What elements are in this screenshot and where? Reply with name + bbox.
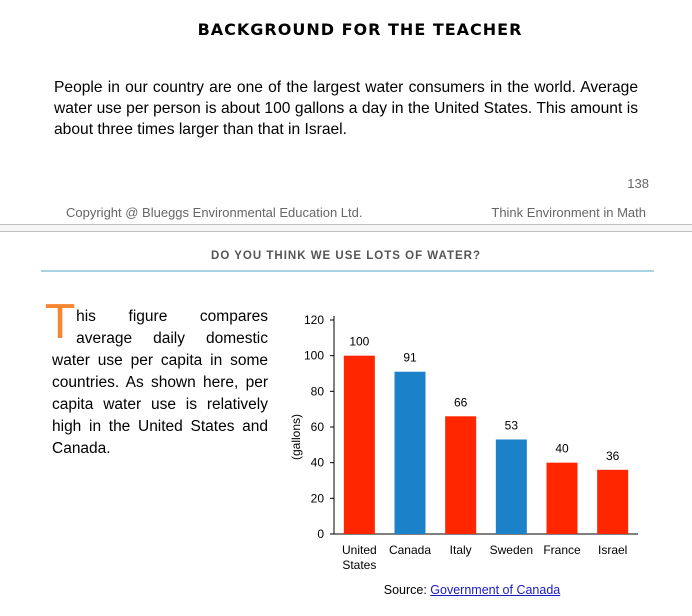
bar [547,463,578,534]
y-axis-label: (gallons) [289,413,303,461]
page-separator [0,224,692,232]
bar-value-label: 100 [349,334,370,349]
body-text: his figure compares average daily domestic water use per capita in some countries. As shown here, per capita water use is relatively high in the United States and Canada. [52,308,268,457]
series-footer: Think Environment in Math [491,205,646,220]
y-tick-label: 120 [303,313,324,327]
previous-page [0,0,692,232]
x-category-label: France [543,543,581,557]
x-category-label: United States [341,543,377,572]
drop-cap: T [46,295,75,349]
bar [445,416,476,534]
y-tick-label: 60 [310,420,324,434]
bar-value-label: 36 [605,448,620,463]
page-heading: BACKGROUND FOR THE TEACHER [197,20,523,39]
chart-frame [286,306,658,606]
y-tick-label: 100 [303,348,324,363]
bar [344,356,375,534]
x-category-label: Israel [597,543,628,557]
bar-value-label: 53 [504,418,519,433]
intro-paragraph: People in our country are one of the largest water consumers in the world. Average water use per person is about 100 gallons a day in the United States. This amount is about three times larger than that in Israel. [54,79,638,138]
y-tick-label: 0 [317,527,324,541]
y-tick-label: 20 [310,491,324,506]
page-number: 138 [627,176,649,191]
bar-value-label: 66 [453,395,468,410]
body-paragraph [46,295,268,460]
y-tick-label: 40 [310,455,324,470]
bar-value-label: 91 [403,350,417,365]
source-link[interactable]: Government of Canada [430,583,561,597]
y-tick-label: 80 [310,384,324,399]
water-use-bar-chart [286,306,658,582]
bar [597,470,628,534]
copyright-footer: Copyright @ Blueggs Environmental Education Ltd. [66,205,363,220]
x-category-label: Sweden [489,543,534,557]
section-divider [41,270,654,272]
source-label: Source: [383,583,431,597]
x-category-label: Canada [388,543,432,557]
section-title: DO YOU THINK WE USE LOTS OF WATER? [211,250,481,262]
chart-source [286,583,658,597]
bar [496,439,527,534]
bar-value-label: 40 [555,441,569,456]
x-category-label: Italy [449,543,472,557]
bar [395,372,426,534]
